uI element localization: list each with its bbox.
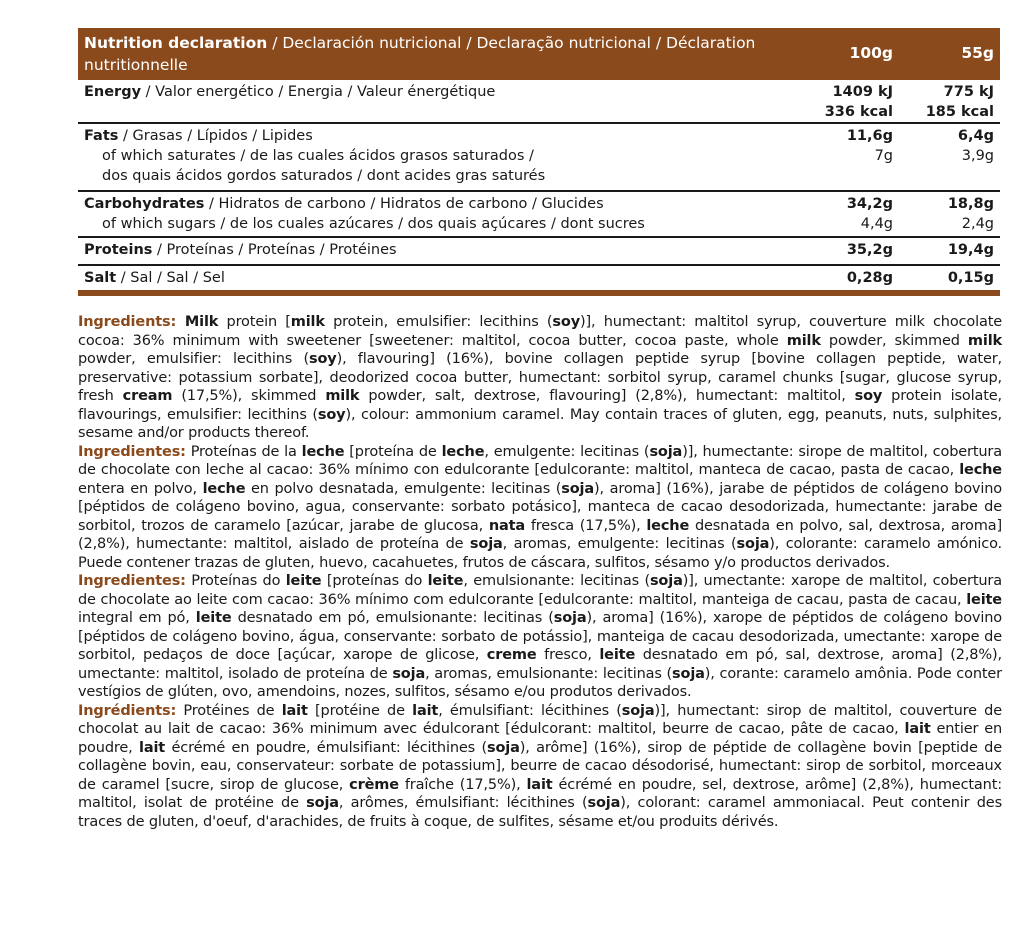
ingredients-text: integral em pó, [78, 610, 196, 626]
ingredients-text: powder, emulsifier: lecithins ( [78, 351, 309, 367]
allergen: soja [469, 536, 503, 552]
allergen: soy [317, 406, 346, 423]
allergen: milk [290, 314, 325, 330]
allergen: leche [959, 462, 1002, 478]
ingredients-text: en polvo desnatada, emulgente: lecitinas ( [245, 480, 562, 497]
ingredients-section [78, 313, 1002, 831]
ingredients-text: protein isolate, flavourings, emulsifier: lecithins ( [78, 388, 1003, 423]
ingredients-text: ), colour: ammonium caramel. May contain traces of gluten, egg, peanuts, nuts, sulphites, sesame and/or products thereof. [78, 406, 1002, 441]
ingredients-text: powder, skimmed [820, 332, 968, 349]
ingredients-text: (17,5%), skimmed [172, 388, 326, 404]
ingredients-heading: Ingredientes: [78, 573, 186, 589]
allergen: Milk [176, 314, 219, 330]
allergen: leche [441, 443, 485, 460]
ingredients-text: )], humectante: sirope de maltitol, cobertura de chocolate con leche al cacao: 36% mínimo con edulcorante [edulcorante: maltitol, manteca de cacao, pasta de cacao, [78, 443, 1002, 478]
ingredients-text: ), colorant: caramel ammoniacal. Peut contenir des traces de gluten, d'oeuf, d'arachides, de fruits à coque, de sulfites, sésame et/ou produits dérivés. [78, 795, 1002, 830]
ingredients-text: , aromas, emulsionante: lecitinas ( [425, 665, 673, 682]
ingredients-text: fresca (17,5%), [525, 517, 647, 534]
allergen: soja [487, 739, 520, 756]
divider-bar [78, 290, 1000, 296]
allergen: nata [488, 517, 526, 534]
allergen: milk [967, 332, 1003, 349]
allergen: lait [904, 721, 931, 737]
ingredients-text: ), arôme] (16%), sirop de péptide de collagène bovin [peptide de collagène bovin, eau, conservateur: sorbate de potassium], beurre de cacao désodorisé, humectant: sirop de sorbitol, morceaux de caramel [sucre, sirop de glucose, [78, 739, 1003, 793]
ingredients-text: )], umectante: xarope de maltitol, cobertura de chocolate ao leite com cacao: 36% mínimo com edulcorante [edulcorante: maltitol, manteiga de cacau, pasta de cacau, [78, 573, 1002, 608]
allergen: leite [599, 647, 636, 663]
ingredients-text: ), aroma] (16%), jarabe de péptidos de colágeno bovino [péptidos de colágeno bovino, agua, conservante: sorbato potásico], manteca de cacao desodorizada, humectante: jarabe de sorbitol, trozos de caramelo [azúcar, jarabe de glucosa, [78, 480, 1003, 534]
ingredients-text: protein [ [218, 314, 291, 330]
row-fats: Fats / Grasas / Lípidos / Lipides of which saturates / de las cuales ácidos grasos saturados / dos quais ácidos gordos saturados / dont acides gras saturés 11,6g 7g 6,4g 3,9g [78, 124, 1000, 192]
allergen: milk [786, 332, 821, 349]
ingredients-text: ), flavouring] (16%), bovine collagen peptide syrup [bovine collagen peptide, water, preservative: potassium sorbate], deodorized cocoa butter, humectant: sorbitol syrup, caramel chunks [sugar, glucose syrup, fresh [78, 351, 1003, 404]
ingredients-text: desnatada en polvo, sal, dextrosa, aroma] (2,8%), humectante: maltitol, aislado de proteína de [78, 517, 1002, 552]
allergen: soy [854, 388, 883, 404]
nutrition-table [78, 28, 1000, 296]
allergen: leche [202, 480, 246, 497]
ingredients-text: desnatado em pó, sal, dextrose, aroma] (2,8%), umectante: maltitol, isolado de proteína de [78, 647, 1002, 682]
allergen: crème [349, 776, 399, 793]
ingredients-text: desnatado em pó, emulsionante: lecitinas ( [231, 610, 554, 626]
row-salt: Salt / Sal / Sal / Sel 0,28g 0,15g [84, 270, 994, 286]
ingredients-text: écrémé en poudre, émulsifiant: lécithines ( [165, 739, 488, 756]
allergen: leite [966, 591, 1002, 608]
allergen: lait [412, 702, 439, 719]
ingredients-text: fresco, [536, 647, 600, 663]
ingredients-en [78, 313, 1002, 443]
allergen: soja [621, 702, 655, 719]
ingredients-text: Proteínas de la [185, 443, 302, 460]
allergen: leche [301, 443, 345, 460]
ingredients-text: )], humectant: maltitol syrup, couverture milk chocolate cocoa: 36% minimum with sweetener [sweetener: maltitol, cocoa butter, cocoa paste, whole [78, 314, 1003, 349]
row-energy: Energy / Valor energético / Energia / Valeur énergétique 1409 kJ 336 kcal 775 kJ 185 kcal [78, 80, 1000, 124]
allergen: soy [552, 314, 581, 330]
ingredients-text: , émulsifiant: lécithines ( [438, 702, 622, 719]
ingredients-text: , emulgente: lecitinas ( [484, 443, 650, 460]
ingredients-text: entera en polvo, [78, 480, 203, 497]
allergen: creme [486, 647, 537, 663]
ingredients-heading: Ingrédients: [78, 702, 177, 719]
ingredients-text: entier en poudre, [78, 721, 1003, 756]
ingredients-text: , aromas, emulgente: lecitinas ( [502, 536, 737, 552]
allergen: soja [561, 480, 595, 497]
allergen: leite [427, 573, 464, 589]
ingredients-text: )], humectant: sirop de maltitol, couverture de chocolat au lait de cacao: 36% minimum avec édulcorant [édulcorant: maltitol, beurre de cacao, pâte de cacao, [78, 702, 1002, 737]
allergen: leche [646, 517, 690, 534]
ingredients-text: Proteínas do [185, 573, 286, 589]
column-100g: 100g [849, 44, 893, 62]
ingredients-text: powder, salt, dextrose, flavouring] (2,8%), humectant: maltitol, [359, 388, 855, 404]
ingredients-text: [protéine de [307, 702, 413, 719]
ingredients-text: [proteínas do [321, 573, 428, 589]
ingredients-pt [78, 572, 1002, 702]
allergen: leite [195, 610, 232, 626]
column-55g: 55g [961, 44, 994, 62]
ingredients-fr [78, 702, 1002, 832]
allergen: soja [587, 795, 621, 811]
allergen: soja [306, 795, 339, 811]
allergen: soja [649, 443, 683, 460]
allergen: soy [308, 351, 337, 367]
allergen: soja [553, 610, 587, 626]
ingredients-heading: Ingredients: [78, 314, 177, 330]
allergen: lait [526, 776, 553, 793]
allergen: milk [325, 388, 360, 404]
ingredients-es [78, 443, 1002, 573]
allergen: lait [281, 702, 308, 719]
ingredients-text: écrémé en poudre, sel, dextrose, arôme] (2,8%), humectant: maltitol, isolat de protéine de [78, 776, 1002, 811]
row-carbohydrates: Carbohydrates / Hidratos de carbono / Hidratos de carbono / Glucides of which sugars / de los cuales azúcares / dos quais açúcares / dont sucres 34,2g 4,4g 18,8g 2,4g [78, 192, 1000, 238]
ingredients-text: ), aroma] (16%), xarope de péptidos de colágeno bovino [péptidos de colágeno bovino, água, conservante: sorbato de potássio], manteiga de cacau desodorizada, umectante: xarope de sorbitol, pedaços de doce [açúcar, xarope de glicose, [78, 610, 1002, 663]
ingredients-text: [proteína de [344, 443, 442, 460]
ingredients-text: , arômes, émulsifiant: lécithines ( [338, 795, 588, 811]
allergen: soja [392, 665, 426, 682]
row-proteins: Proteins / Proteínas / Proteínas / Protéines 35,2g 19,4g [78, 238, 1000, 266]
allergen: leite [285, 573, 322, 589]
ingredients-text: fraîche (17,5%), [398, 776, 527, 793]
ingredients-text: protein, emulsifier: lecithins ( [324, 314, 553, 330]
ingredients-heading: Ingredientes: [78, 443, 186, 460]
table-title: Nutrition declaration / Declaración nutricional / Declaração nutricional / Déclaration nutritionnelle [84, 34, 756, 74]
table-header [78, 28, 1000, 80]
allergen: lait [139, 739, 166, 756]
ingredients-text: , emulsionante: lecitinas ( [463, 573, 650, 589]
ingredients-text: ), corante: caramelo amônia. Pode conter vestígios de glúten, ovo, amendoins, nozes, sulfitos, sésamo e/ou produtos derivados. [78, 665, 1002, 700]
allergen: soja [672, 665, 705, 682]
ingredients-text: ), colorante: caramelo amónico. Puede contener trazas de gluten, huevo, cacahuetes, frutos de cáscara, sulfitos, sésamo y/o productos derivados. [78, 536, 1002, 571]
ingredients-text: Protéines de [176, 702, 282, 719]
allergen: soja [649, 573, 683, 589]
allergen: cream [122, 388, 173, 404]
allergen: soja [736, 536, 770, 552]
